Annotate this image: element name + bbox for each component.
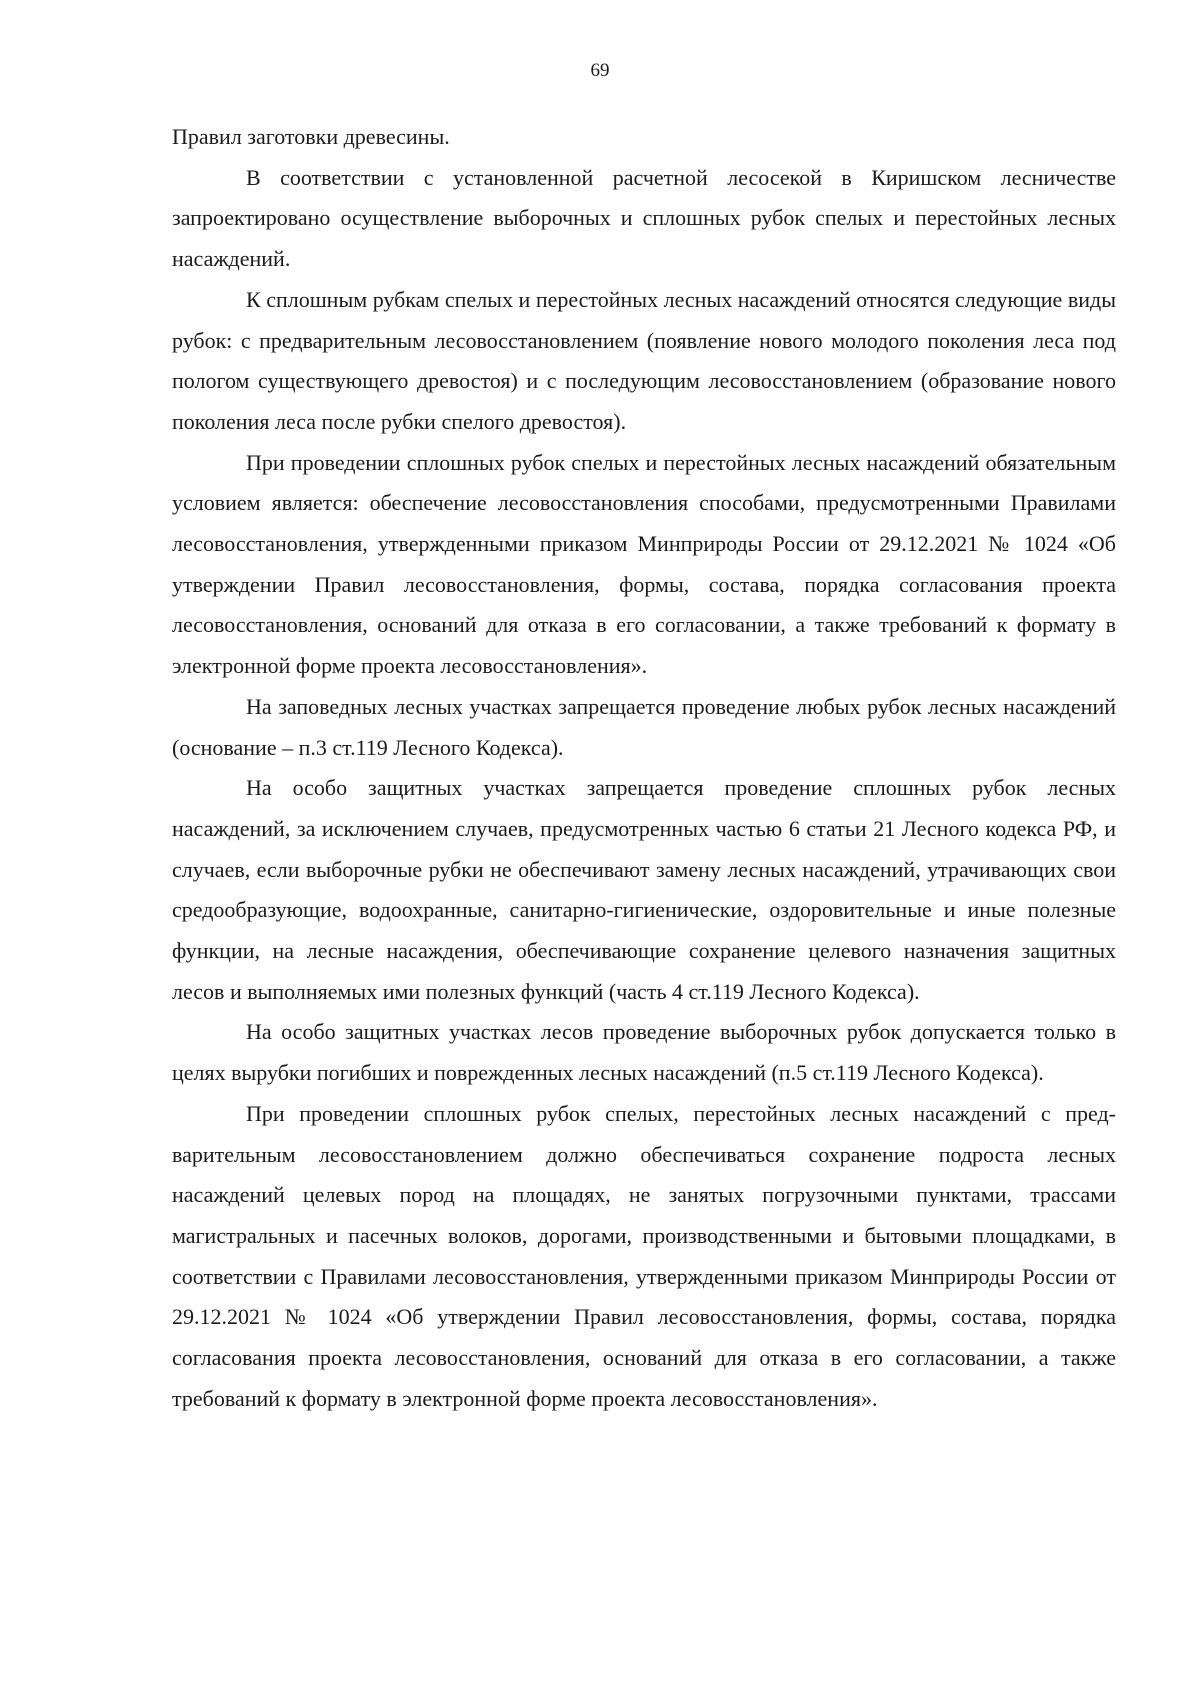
- paragraph-5: На заповедных лесных участках запрещается проведение любых рубок лесных насаждений (основание – п.3 ст.119 Лесного Кодекса).: [172, 693, 1116, 760]
- paragraph-3: К сплошным рубкам спелых и перестойных лесных насаждений относятся следующие виды рубок: с предварительным лесовосстановлением (появление нового молодого поколения леса под пологом существующего древостоя) и с последующим лесовосстановлением (образование нового поколения леса после рубки спелого древостоя).: [172, 286, 1116, 434]
- paragraph-6: На особо защитных участках запрещается проведение сплошных рубок лесных насаждений, за исключением случаев, предусмотренных частью 6 статьи 21 Лесного кодекса РФ, и случаев, если выборочные рубки не обеспечивают замену лесных насаждений, утрачивающих свои средообразующие, водоохранные, санитарно-гигиенические, оздоровительные и иные полезные функции, на лесные насаждения, обеспечивающие сохранение целевого назначения защитных лесов и выполняемых ими полезных функций (часть 4 ст.119 Лесного Кодекса).: [172, 775, 1116, 1004]
- paragraph-1: Правил заготовки древесины.: [172, 124, 450, 149]
- paragraph-7: На особо защитных участках лесов проведение выборочных рубок допускается только в целях вырубки погибших и поврежденных лесных насаждений (п.5 ст.119 Лесного Кодекса).: [172, 1019, 1116, 1086]
- paragraph-8: При проведении сплошных рубок спелых, перестойных лесных насаждений с предварительным лесовосстановлением должно обеспечиваться сохранение подроста лесных насаждений целевых пород на площадях, не занятых погрузочными пунктами, трассами магистральных и пасечных волоков, дорогами, производственными и бытовыми площадками, в соответствии с Правилами лесовосстановления, утвержденными приказом Минприроды России от 29.12.2021 № 1024 «Об утверждении Правил лесовосстановления, формы, состава, порядка согласования проекта лесовосстановления, оснований для отказа в его согласовании, а также требований к формату в электронной форме проекта лесовосстановления».: [172, 1100, 1116, 1411]
- document-body: [172, 117, 1116, 1420]
- paragraph-4: При проведении сплошных рубок спелых и перестойных лесных насаждений обязательным условием является: обеспечение лесовосстановления способами, предусмотренными Правилами лесовосстановления, утвержденными приказом Минприроды России от 29.12.2021 № 1024 «Об утверждении Правил лесовосстановления, формы, состава, порядка согласования проекта лесовосстановления, оснований для отказа в его согласовании, а также требований к формату в электронной форме проекта лесовосстановления».: [172, 449, 1116, 679]
- page-number: 69: [590, 60, 610, 81]
- paragraph-2: В соответствии с установленной расчетной лесосекой в Киришском лесничестве запроектировано осуществление выборочных и сплошных рубок спелых и перестойных лесных насаждений.: [172, 164, 1116, 272]
